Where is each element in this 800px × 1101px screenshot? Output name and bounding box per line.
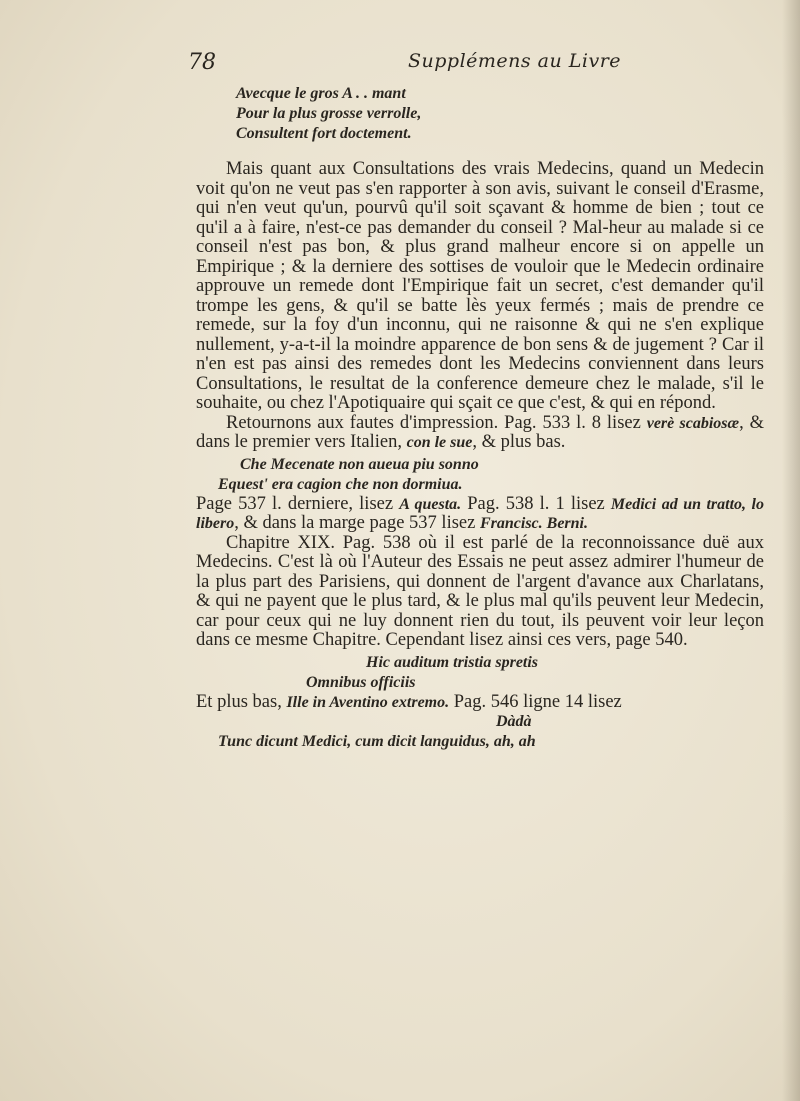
italic-run: Ille in Aventino extremo. (286, 693, 450, 711)
page-header (188, 50, 630, 80)
text-run: , & dans le premier vers Italien, (196, 412, 765, 452)
verse-quote-3 (196, 653, 764, 693)
paragraph-errata-537 (196, 495, 764, 534)
verse-line: Hic auditum tristia spretis (366, 653, 539, 671)
text-run: Retournons aux fautes d'impression. Pag. 533 l. 8 lisez (226, 412, 647, 433)
verse-line: Avecque le gros A . . mant (236, 85, 406, 102)
verse-line: Dàdà (496, 713, 532, 730)
text-run: Page 537 l. derniere, lisez (196, 493, 400, 514)
italic-run: Francisc. Berni. (479, 515, 588, 532)
running-head: Supplémens au Livre (408, 50, 622, 72)
text-run: Pag. 546 ligne 14 lisez (449, 691, 622, 712)
verse-line: Pour la plus grosse verrolle, (236, 105, 422, 122)
text-run: , & plus bas. (472, 432, 566, 452)
page-edge-shadow (782, 0, 800, 1101)
italic-run: A questa. (399, 495, 462, 513)
paragraph-chapter-xix: Chapitre XIX. Pag. 538 où il est parlé de la reconnoissance duë aux Medecins. C'est là où l'Auteur des Essais ne peut assez admirer l'humeur de la plus part des Parisiens, qui donnent de l'argent d'avance aux Charlatans, & qui ne payent que le plus tard, & le plus mal qu'ils peuvent leur Medecin, car pour ceux qui ne luy donnent rien du tout, ils peuvent voir leur leçon dans ce mesme Chapitre. Cependant lisez ainsi ces vers, page 540. (196, 532, 764, 650)
text-run: Et plus bas, (196, 691, 287, 712)
verse-line: Che Mecenate non aueua piu sonno (240, 455, 479, 473)
text-run: Pag. 538 l. 1 lisez (461, 493, 611, 514)
paragraph-consultations: Mais quant aux Consultations des vrais Medecins, quand un Medecin voit qu'on ne veut pas s'en rapporter à son avis, suivant le conseil d'Erasme, qui n'en veut qu'un, pourvû qu'il soit sçavant & homme de bien ; tout ce qu'il a à faire, n'est-ce pas demander du conseil ? Mal-heur au malade si ce conseil n'est pas bon, & plus grand malheur encore si on appelle un Empirique ; & la derniere des sottises de vouloir que le Medecin ordinaire approuve un remede dont l'Empirique fait un secret, c'est demander qu'il trompe les gens, & qu'il se batte lès yeux fermés ; mais de prendre ce remede, sur la foy d'un inconnu, qui ne raisonne & qui ne s'en explique nullement, y-a-t-il la moindre apparence de bon sens & de jugement ? Car il n'en est pas ainsi des remedes dont les Medecins conviennent dans leurs Consultations, le resultat de la conference demeure chez le malade, s'il le souhaite, ou chez l'Apotiquaire qui sçait ce que c'est, & qui en répond. (196, 159, 764, 413)
verse-quote-4 (196, 712, 764, 752)
body-text (196, 84, 764, 752)
italic-run: Medici ad un tratto, lo libero (196, 495, 764, 532)
verse-line: Equest' era cagion che non dormiua. (218, 475, 463, 493)
paragraph-errata-546 (196, 693, 764, 713)
page-number: 78 (188, 50, 216, 75)
verse-line: Omnibus officiis (306, 673, 416, 691)
verse-quote-1 (196, 84, 764, 144)
verse-line: Tunc dicunt Medici, cum dicit languidus, ah, ah (218, 733, 536, 750)
verse-quote-2 (196, 455, 764, 495)
text-run: , & dans la marge page 537 lisez (234, 513, 480, 533)
italic-run: verè scabiosæ (646, 414, 740, 432)
verse-line: Consultent fort doctement. (236, 125, 412, 142)
paragraph-errata-533 (196, 414, 764, 453)
italic-run: con le sue (406, 434, 473, 451)
